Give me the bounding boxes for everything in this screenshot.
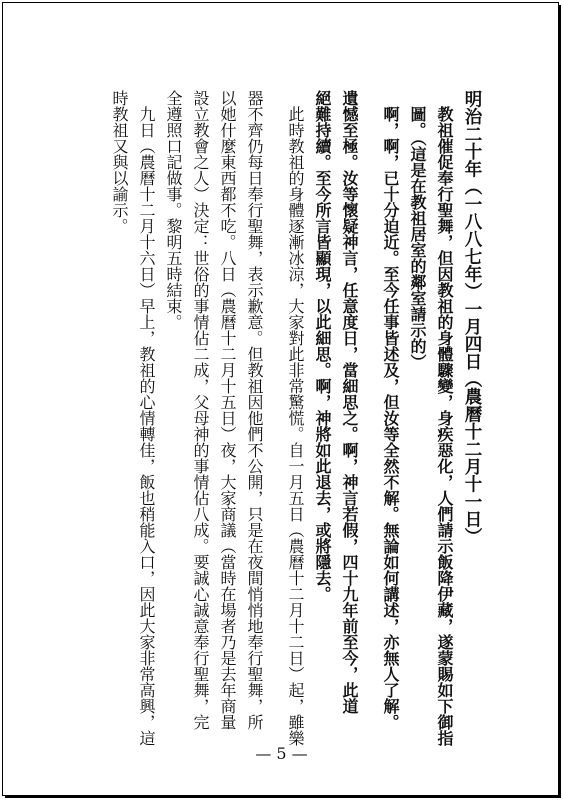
narrative-line-7: 時教祖又與以諭示。 (110, 90, 129, 234)
narrative-line-2: 器不齊仍每日奉行聖舞，表示歉意。但教祖因他們不公開，只是在夜間悄悄地奉行聖舞，所 (245, 90, 264, 730)
divine-direction-line-1: 啊，啊，已十分迫近。至今任事皆述及，但汝等全然不解。無論如何講述，亦無人了解。 (381, 106, 400, 730)
narrative-line-6: 九日（農曆十二月十六日）早上，教祖的心情轉佳，飯也稍能入口，因此大家非常高興，這 (137, 106, 156, 746)
divine-direction-line-2: 遺憾至極。汝等懷疑神言，任意度日，當細思之。啊，神言若假，四十九年前至今，此道 (340, 90, 359, 714)
intro-line-2: 圖。（這是在教祖居室的鄰室請示的） (408, 106, 427, 370)
page-border-shadow-bottom (5, 796, 561, 798)
page-number: — 5 — (255, 744, 308, 763)
vertical-text-body (106, 90, 485, 746)
intro-line-1: 教祖催促奉行聖舞，但因教祖的身體驟變，身疾惡化，人們請示飯降伊藏，遂蒙賜如下御指 (435, 106, 454, 746)
divine-direction-line-3: 絕難持續。至今所言皆顯現，以此細思。啊，神將如此退去，或將隱去。 (313, 90, 332, 602)
page-border-shadow-right (559, 5, 561, 798)
narrative-line-5: 全遵照口記做事。黎明五時結束。 (164, 90, 183, 330)
narrative-line-4: 設立教會之人）決定：世俗的事情佔二成，父母神的事情佔八成。要誠心誠意奉行聖舞，完 (191, 90, 210, 730)
narrative-line-1: 此時教祖的身體逐漸冰涼，大家對此非常驚慌。自一月五日（農曆十二月十二日）起，雖樂 (286, 106, 305, 746)
narrative-line-3: 以她什麼東西都不吃。八日（農曆十二月十五日）夜，大家商議（當時在場者乃是去年商量 (218, 90, 237, 730)
section-heading: 明治二十年（一八八七年）一月四日（農曆十二月十一日） (462, 90, 482, 545)
